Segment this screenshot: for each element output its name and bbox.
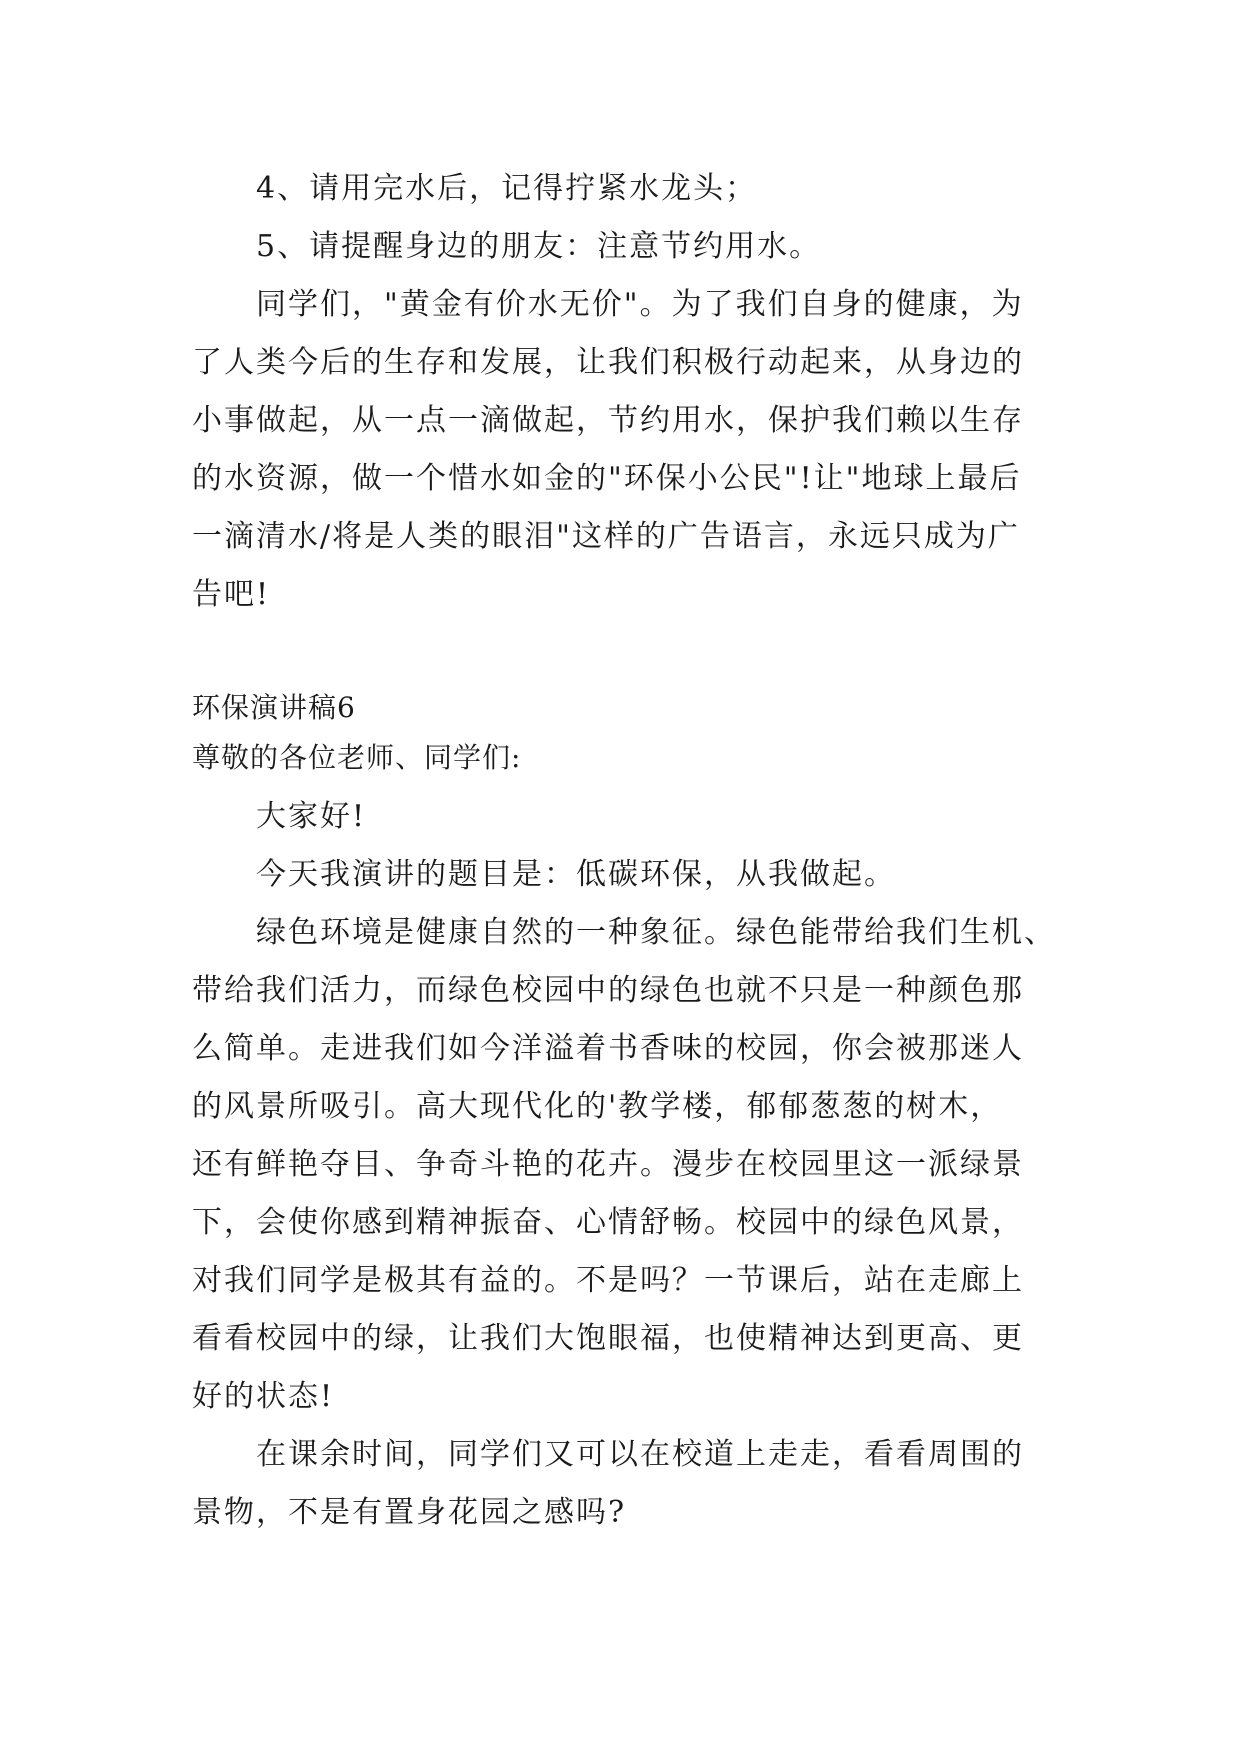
text-line: 带给我们活力，而绿色校园中的绿色也就不只是一种颜色那 [192, 973, 1024, 1008]
text-line: 么简单。走进我们如今洋溢着书香味的校园，你会被那迷人 [192, 1031, 1024, 1066]
text-line: 看看校园中的绿，让我们大饱眼福，也使精神达到更高、更 [192, 1321, 1024, 1356]
text-line: 绿色环境是健康自然的一种象征。绿色能带给我们生机、 [256, 915, 1056, 950]
text-line: 下，会使你感到精神振奋、心情舒畅。校园中的绿色风景， [192, 1205, 1024, 1240]
text-line: 4、请用完水后，记得拧紧水龙头； [256, 171, 758, 206]
text-line: 小事做起，从一点一滴做起，节约用水，保护我们赖以生存 [192, 403, 1024, 438]
water-saving-section [192, 160, 1060, 624]
text-line: 在课余时间，同学们又可以在校道上走走，看看周围的 [256, 1437, 1024, 1472]
text-line: 对我们同学是极其有益的。不是吗？一节课后，站在走廊上 [192, 1263, 1024, 1298]
text-line: 同学们，"黄金有价水无价"。为了我们自身的健康，为 [256, 287, 1024, 322]
speech-body [192, 788, 1060, 1542]
topic-line: 今天我演讲的题目是：低碳环保，从我做起。 [256, 857, 896, 892]
text-line: 景物，不是有置身花园之感吗? [192, 1495, 627, 1530]
salutation-block [192, 738, 1060, 778]
text-line: 了人类今后的生存和发展，让我们积极行动起来，从身边的 [192, 345, 1024, 380]
speech-header [192, 688, 1060, 728]
text-line: 还有鲜艳夺目、争奇斗艳的花卉。漫步在校园里这一派绿景 [192, 1147, 1024, 1182]
text-line: 5、请提醒身边的朋友：注意节约用水。 [256, 229, 822, 264]
speech-title: 环保演讲稿6 [192, 691, 356, 724]
text-line: 的水资源，做一个惜水如金的"环保小公民"!让"地球上最后 [192, 461, 1022, 496]
greeting: 大家好! [256, 799, 367, 834]
text-line: 好的状态! [192, 1379, 335, 1414]
salutation: 尊敬的各位老师、同学们: [192, 741, 522, 774]
text-line: 的风景所吸引。高大现代化的'教学楼，郁郁葱葱的树木， [192, 1089, 1003, 1124]
text-line: 一滴清水/将是人类的眼泪"这样的广告语言，永远只成为广 [192, 519, 1020, 554]
text-line: 告吧! [192, 577, 271, 612]
